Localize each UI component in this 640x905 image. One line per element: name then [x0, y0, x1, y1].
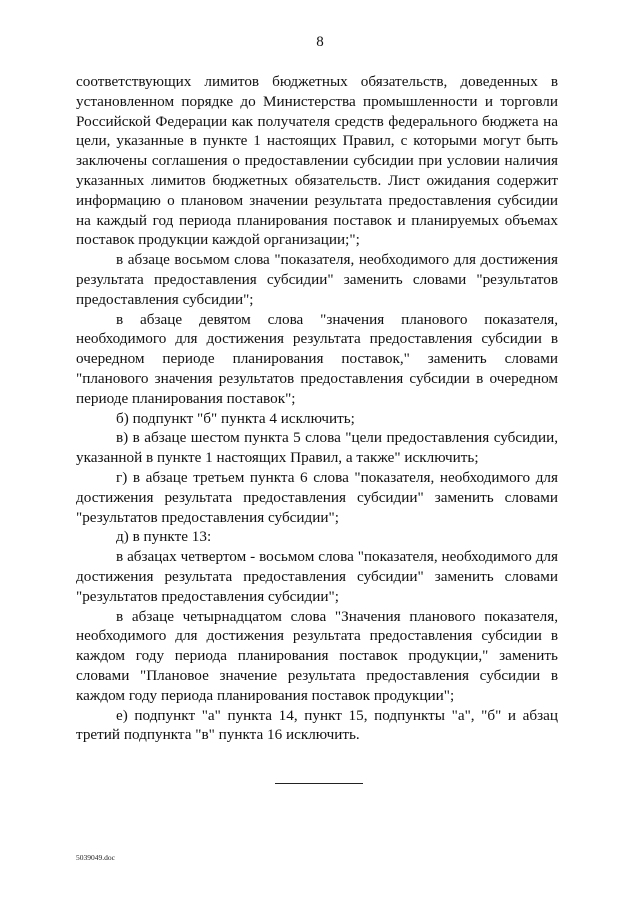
paragraph-abzac-14: в абзаце четырнадцатом слова "Значения планового показателя, необходимого для достижения результата предоставления субсидии в каждом году периода планирования поставок продукции," заменить словами "Плановое значение результата предоставления субсидии в каждом году периода планирования поставок продукции"; — [76, 607, 558, 704]
paragraph-item-v: в) в абзаце шестом пункта 5 слова "цели предоставления субсидии, указанной в пункте 1 настоящих Правил, а также" исключить; — [76, 429, 558, 467]
paragraph-abzac-9: в абзаце девятом слова "значения планового показателя, необходимого для достижения результата предоставления субсидии в очередном периоде планирования поставок," заменить словами "планового значения результатов предоставления субсидии в очередном периоде планирования поставок"; — [76, 310, 558, 407]
document-body — [76, 72, 558, 745]
paragraph-item-b: б) подпункт "б" пункта 4 исключить; — [116, 409, 355, 427]
paragraph-item-g: г) в абзаце третьем пункта 6 слова "показателя, необходимого для достижения результата предоставления субсидии" заменить словами "результатов предоставления субсидии"; — [76, 468, 558, 526]
paragraph-item-d: д) в пункте 13: — [116, 528, 212, 546]
closing-divider — [275, 783, 363, 784]
paragraph-continuation: соответствующих лимитов бюджетных обязательств, доведенных в установленном порядке до Министерства промышленности и торговли Российской Федерации как получателя средств федерального бюджета на цели, указанные в пункте 1 настоящих Правил, с которыми могут быть заключены соглашения о предоставлении субсидии при условии наличия указанных лимитов бюджетных обязательств. Лист ожидания содержит информацию о плановом значении результата предоставления субсидии на каждый год периода планирования поставок и планируемых объемах поставок продукции каждой организации;"; — [76, 73, 558, 249]
footer-file-name: 5039049.doc — [76, 853, 115, 862]
paragraph-abzac-4-8: в абзацах четвертом - восьмом слова "показателя, необходимого для достижения результата предоставления субсидии" заменить словами "результатов предоставления субсидии"; — [76, 548, 558, 605]
paragraph-item-e: е) подпункт "а" пункта 14, пункт 15, подпункты "а", "б" и абзац третий подпункта "в" пункта 16 исключить. — [76, 706, 558, 744]
paragraph-abzac-8: в абзаце восьмом слова "показателя, необходимого для достижения результата предоставления субсидии" заменить словами "результатов предоставления субсидии"; — [76, 251, 558, 308]
page-number: 8 — [316, 34, 324, 50]
